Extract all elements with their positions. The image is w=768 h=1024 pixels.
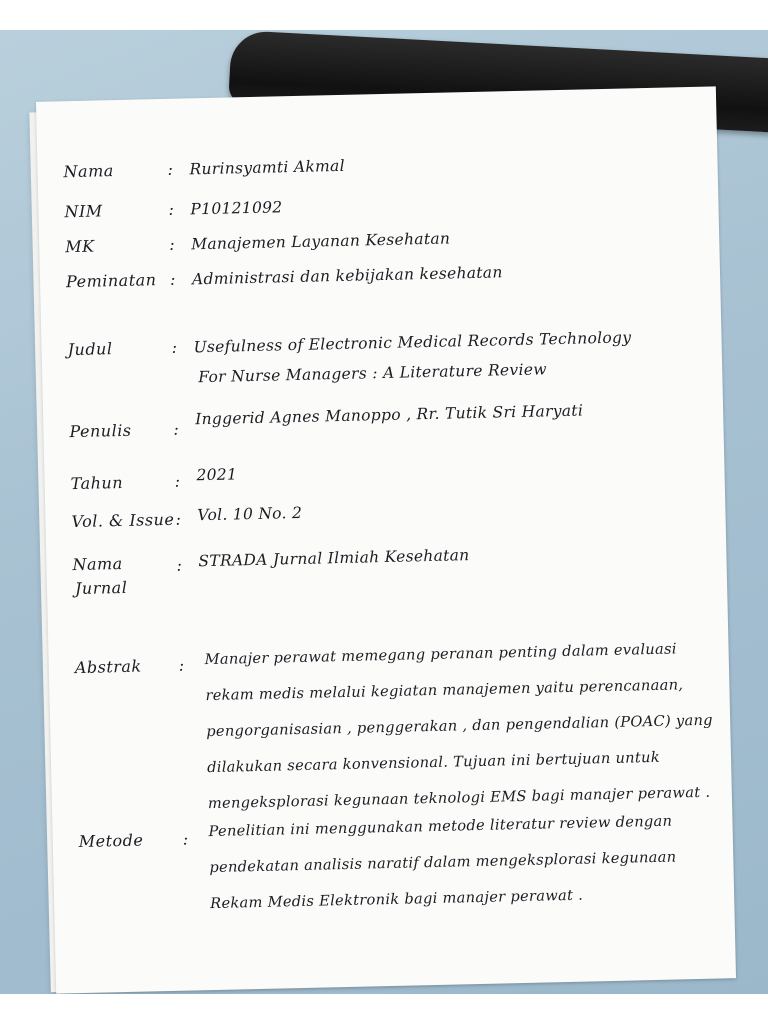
field-value: Administrasi dan kebijakan kesehatan [191,263,503,289]
abstrak-line: rekam medis melalui kegiatan manajemen yaitu perencanaan, [205,676,684,705]
field-vol-issue [45,496,725,532]
field-value [208,803,720,923]
field-value: Inggerid Agnes Manoppo , Rr. Tutik Sri Haryati [195,401,584,429]
field-value: STRADA Jurnal Ilmiah Kesehatan [198,546,470,571]
field-label: Abstrak [74,656,142,678]
field-label: Nama [63,161,115,182]
field-label: Tahun [70,472,124,494]
metode-line: Rekam Medis Elektronik bagi manajer perawat . [210,886,584,913]
field-value: Manajemen Layanan Kesehatan [191,229,451,254]
judul-line-2: For Nurse Managers : A Literature Review [198,360,547,387]
field-metode [53,812,733,913]
field-nama-jurnal [46,538,726,599]
field-colon: : [169,234,175,254]
field-label: Judul [67,339,113,360]
field-value [193,321,704,393]
field-penulis [43,401,723,442]
field-label [72,552,127,601]
field-colon: : [168,199,175,219]
field-value: P10121092 [190,198,283,219]
photo-background [0,30,768,994]
metode-line: Penelitian ini menggunakan metode literatur review dengan [208,812,673,841]
field-colon: : [171,337,178,357]
abstrak-line: Manajer perawat memegang peranan penting dalam evaluasi [204,640,677,669]
field-mk [39,221,719,257]
field-colon: : [173,419,180,439]
field-colon: : [167,159,174,179]
field-label: Metode [78,830,144,852]
field-colon: : [169,269,176,289]
judul-line-1: Usefulness of Electronic Medical Records Technology [193,328,632,357]
field-colon: : [178,655,185,675]
field-peminatan [40,256,720,292]
field-judul [41,324,721,387]
field-value: Rurinsyamti Akmal [189,156,346,179]
field-colon: : [182,829,189,849]
abstrak-line: pengorganisasian , penggerakan , dan pengendalian (POAC) yang [206,711,714,741]
field-colon: : [176,555,183,575]
field-value [204,631,718,823]
field-value: 2021 [196,465,238,485]
field-colon: : [175,509,182,529]
label-line-2: Jurnal [74,577,128,599]
field-abstrak [49,640,729,813]
field-value: Vol. 10 No. 2 [197,503,303,525]
field-label: Vol. & Issue [71,509,175,532]
field-tahun [44,458,724,494]
metode-line: pendekatan analisis naratif dalam mengeksplorasi kegunaan [209,848,677,877]
field-nama [37,146,717,182]
abstrak-line: mengeksplorasi kegunaan teknologi EMS bagi manajer perawat . [207,783,711,813]
label-line-1: Nama [72,553,123,575]
field-label: Peminatan [65,270,157,292]
handwritten-sheet [36,86,736,993]
field-label: Penulis [69,420,132,442]
field-colon: : [174,471,181,491]
field-label: MK [65,236,95,257]
abstrak-line: dilakukan secara konvensional. Tujuan ini bertujuan untuk [206,748,661,777]
field-nim [38,186,718,222]
field-label: NIM [64,201,103,222]
